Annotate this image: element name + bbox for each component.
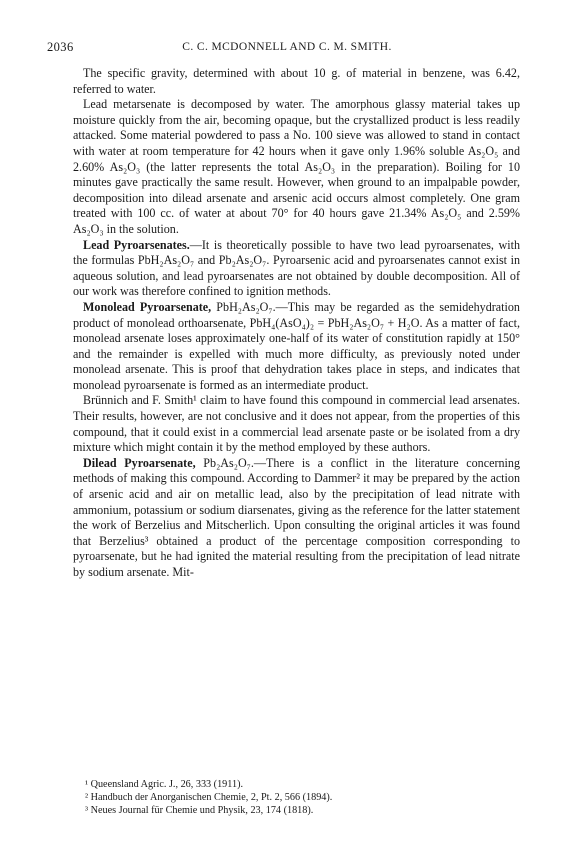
footnotes (73, 778, 520, 818)
paragraph-text: PbH₂As₂O₇.—This may be regarded as the semidehydration product of monolead orthoarsenate, PbH₄(AsO₄)₂ = PbH₂As₂O₇ + H₂O. As a matter of fact, monolead arsenate loses approximately one-half of its water of constitution rapidly at 150° and the remainder is expelled with much more difficulty, as previously noted under monolead arsenate. This is proof that dehydration takes place in steps, and indicates that monolead pyroarsenate is formed as an intermediate product. (73, 299, 520, 392)
footnote: ³ Neues Journal für Chemie und Physik, 23, 174 (1818). (85, 805, 314, 817)
paragraph-lead: Lead Pyroarsenates. (83, 237, 190, 252)
paragraph (73, 393, 520, 455)
paragraph-lead: Dilead Pyroarsenate, (83, 455, 196, 470)
paragraph-lead: Monolead Pyroarsenate, (83, 299, 212, 314)
paragraph-text: The specific gravity, determined with about 10 g. of material in benzene, was 6.42, referred to water. (73, 66, 520, 96)
paragraph-text: —It is theoretically possible to have two lead pyroarsenates, with the formulas PbH₂As₂O₇ and Pb₂As₂O₇. Pyroarsenic acid and pyroarsenates cannot exist in aqueous solution, and lead pyroarsenates are not obtained by double decomposition. All of our work was therefore confined to ignition methods. (73, 237, 521, 299)
paragraph (73, 238, 520, 300)
footnote: ¹ Queensland Agric. J., 26, 333 (1911). (85, 779, 244, 790)
paragraph-text: Brünnich and F. Smith¹ claim to have found this compound in commercial lead arsenates. Their results, however, are not conclusive and it does not appear, from the properties of this compound, that it could exist in a commercial lead arsenate paste or be isolated from a dry mixture which might contain it by the method employed by these authors. (73, 393, 520, 455)
page-number: 2036 (47, 40, 74, 54)
body-text (73, 66, 520, 581)
paragraph (73, 66, 520, 97)
paragraph (73, 300, 520, 394)
paragraph (73, 97, 520, 237)
footnote: ² Handbuch der Anorganischen Chemie, 2, Pt. 2, 566 (1894). (85, 792, 333, 804)
page-header (47, 40, 527, 58)
paragraph-text: Lead metarsenate is decomposed by water. The amorphous glassy material takes up moisture quickly from the air, becoming opaque, but the crystallized product is less readily attacked. Some material powdered to pass a No. 100 sieve was allowed to stand in contact with water at room temperature for 42 hours when it gave only 1.96% soluble As₂O₅ and 2.60% As₂O₃ (the latter represents the total As₂O₃ in the preparation). Boiling for 10 minutes gave practically the same result. However, when ground to an impalpable powder, decomposition into dilead arsenate and arsenic acid occurs almost completely. One gram treated with 100 cc. of water at about 70° for 40 hours gave 21.34% As₂O₅ and 2.59% As₂O₃ in the solution. (73, 97, 520, 236)
paragraph-text: Pb₂As₂O₇.—There is a conflict in the literature concerning methods of making this compound. According to Dammer² it may be prepared by the action of arsenic acid and air on metallic lead, also by the precipitation of lead nitrate with ammonium, potassium or sodium diarsenates, giving as the reference for the latter statement the work of Berzelius and Mitscherlich. Upon consulting the original articles it was found that Berzelius³ obtained a product of the percentage composition corresponding to pyroarsenate, but he had ignited the material resulting from the precipitation of lead nitrate by sodium arsenate. Mit- (73, 455, 520, 579)
running-title: C. C. MCDONNELL AND C. M. SMITH. (182, 41, 392, 53)
paragraph (73, 456, 520, 581)
